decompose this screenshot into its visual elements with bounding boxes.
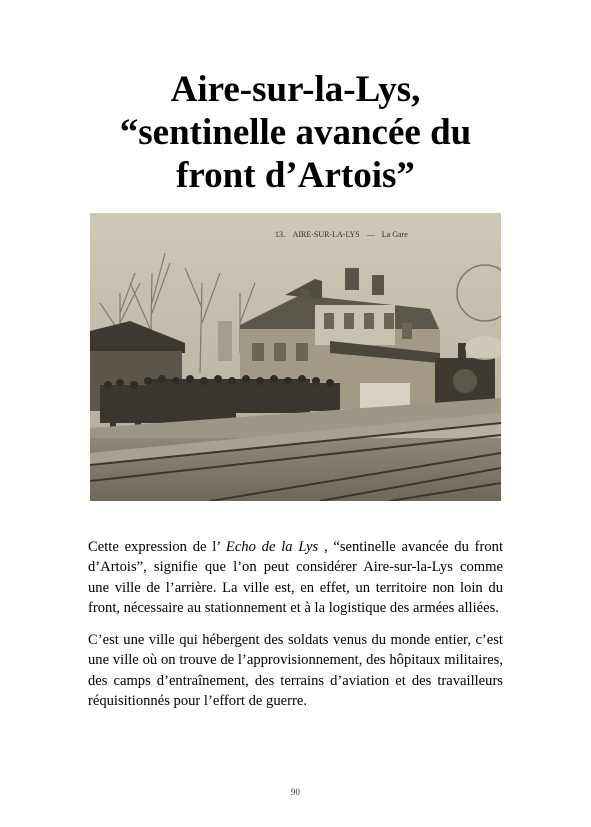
paragraph-1: [88, 537, 503, 618]
title-line-3: front d’Artois”: [176, 155, 415, 196]
caption-dash: —: [366, 230, 375, 239]
distant-building: [218, 321, 232, 361]
page-number: 90: [291, 787, 300, 797]
caption-number: 13.: [275, 230, 285, 239]
title-line-1: Aire-sur-la-Lys,: [170, 69, 421, 110]
caption-site: La Gare: [381, 230, 408, 239]
caption-place: AIRE-SUR-LA-LYS: [292, 230, 360, 239]
body-text: [88, 537, 503, 723]
paragraph-2: C’est une ville qui hébergent des soldats venus du monde entier, c’est une ville où on trouve de l’approvisionnement, des hôpitaux militaires, des camps d’entraînement, des terrains d’aviation et des travailleurs réquisitionnés pour l’effort de guerre.: [88, 632, 503, 710]
station-photo: [90, 213, 501, 501]
title-line-2: “sentinelle avancée du: [119, 112, 472, 153]
svg-text:13. AIRE-SUR-LA-LYS: [275, 230, 408, 239]
paragraph-1-before: Cette expression de l’: [88, 539, 226, 555]
newspaper-title: Echo de la Lys: [225, 539, 319, 555]
page-title: [40, 68, 551, 197]
paragraph-1-after: , “sentinelle avancée du front d’Artois”, signifie que l’on peut considérer Aire-sur-la-Lys comme une ville de l’arrière. La ville est, en effet, un territoire non loin du front, nécessaire au stationnement et à la logistique des armées alliées.: [88, 539, 504, 616]
